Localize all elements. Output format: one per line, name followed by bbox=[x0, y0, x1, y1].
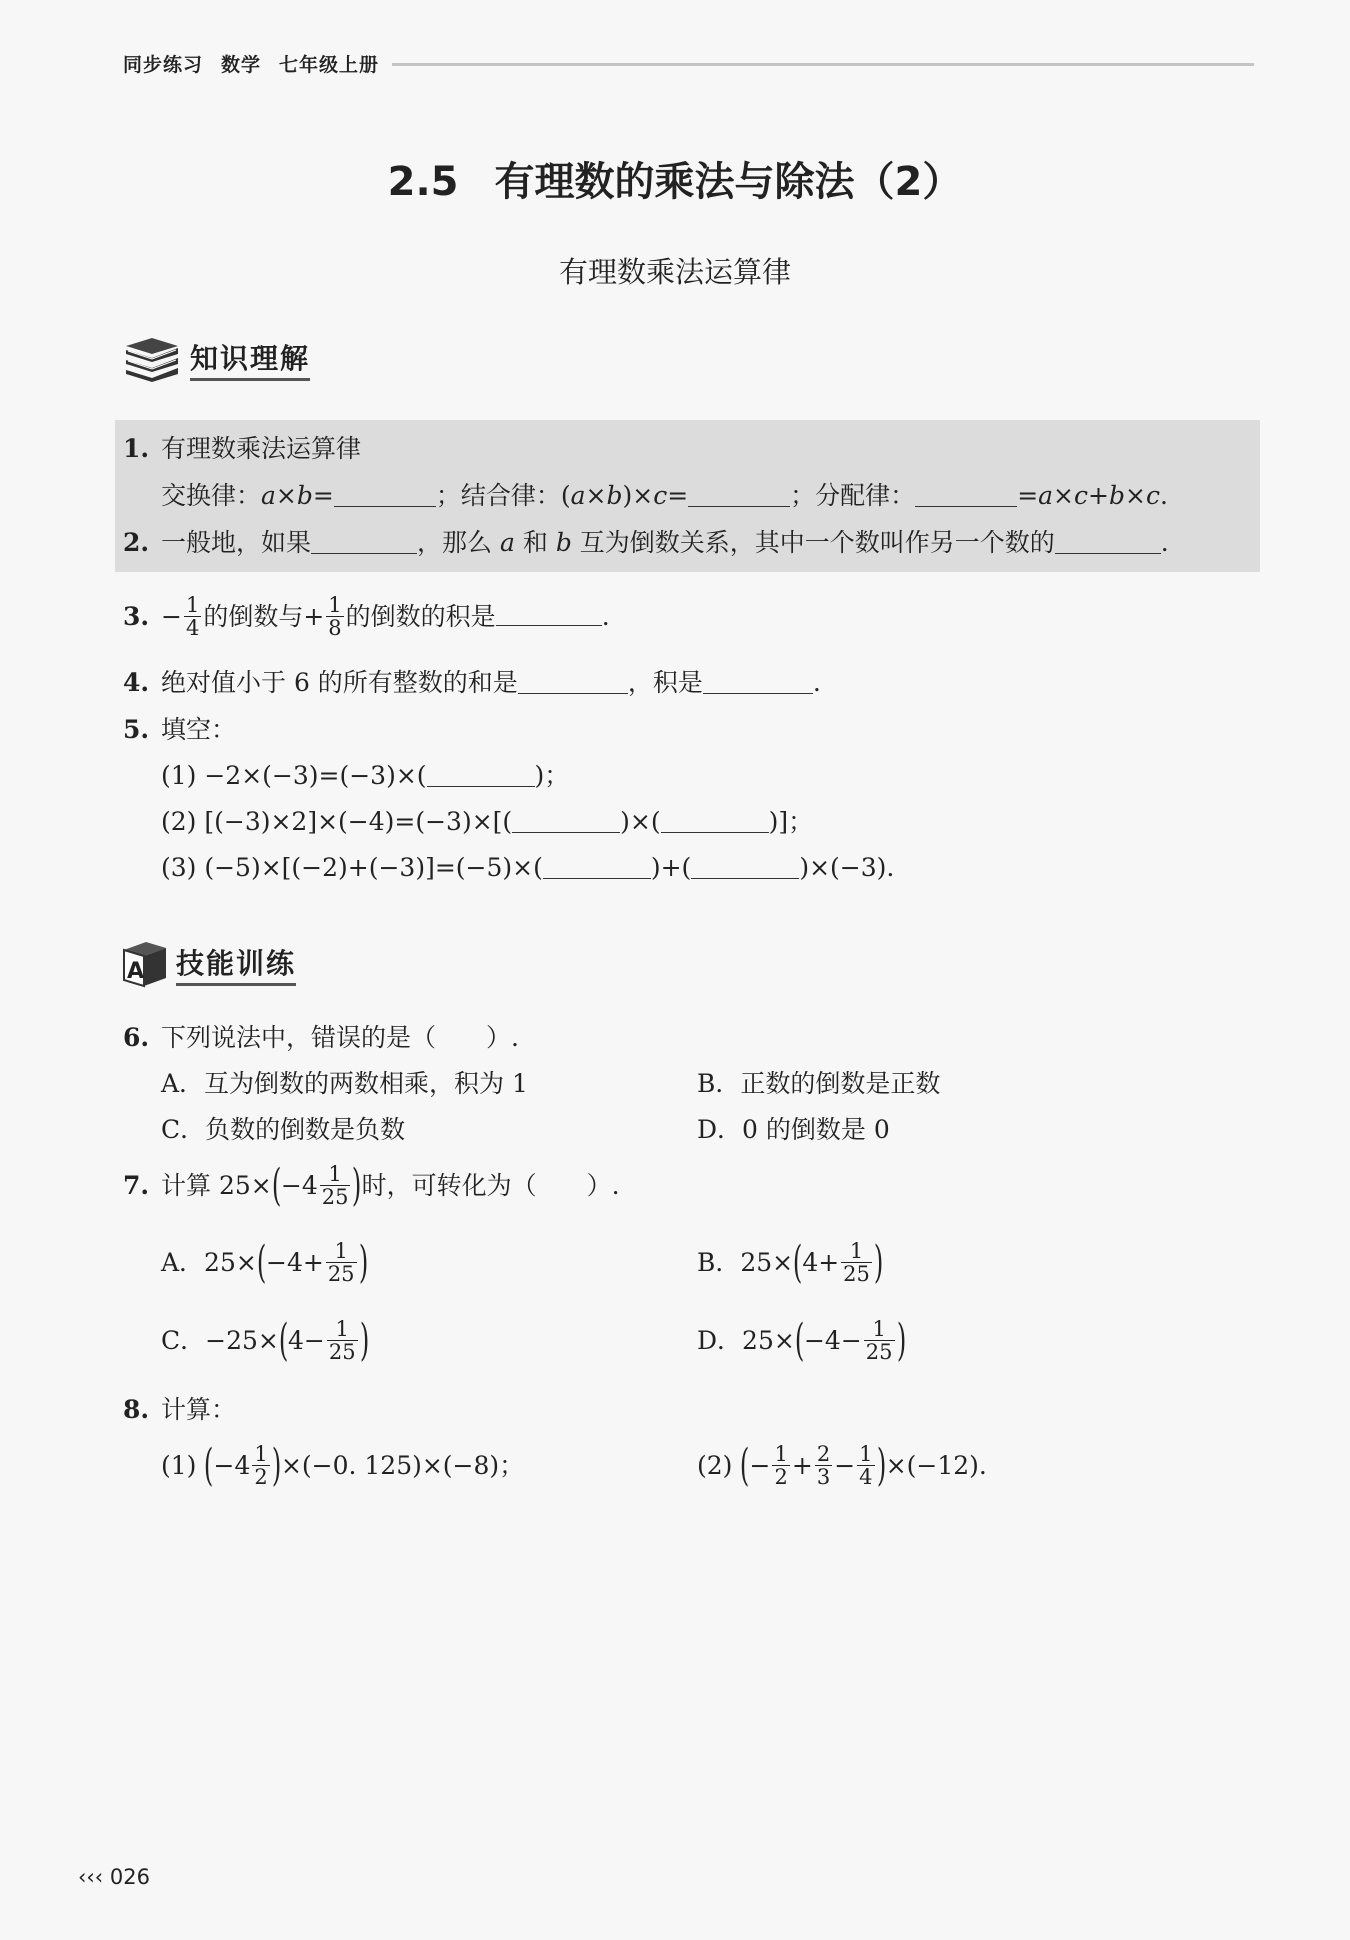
fraction: $\frac{1}{25}$ bbox=[327, 1239, 355, 1287]
section-heading-knowledge bbox=[122, 336, 310, 382]
header-grade: 七年级上册 bbox=[279, 54, 380, 76]
book-stack-icon bbox=[122, 336, 182, 382]
option-6a[interactable]: A．互为倒数的两数相乘，积为 1 bbox=[161, 1069, 528, 1098]
answer-blank[interactable] bbox=[496, 603, 602, 626]
option-6b[interactable]: B．正数的倒数是正数 bbox=[697, 1069, 941, 1098]
question-8-part-2: (2) (− $\frac{1}{2}$ + $\frac{2}{3}$ − $\frac{1}{4}$ )×(−12). bbox=[697, 1439, 987, 1491]
question-2: 2. 一般地，如果 ，那么 a 和 b 互为倒数关系，其中一个数叫作另一个数的 . bbox=[123, 528, 1169, 557]
footer-arrows: ‹‹‹ bbox=[78, 1865, 104, 1889]
answer-blank[interactable] bbox=[661, 810, 769, 833]
answer-blank[interactable] bbox=[691, 856, 799, 879]
answer-blank[interactable] bbox=[1055, 531, 1161, 554]
fraction: $\frac{1}{25}$ bbox=[321, 1162, 349, 1210]
question-1: 1. 有理数乘法运算律 bbox=[123, 434, 362, 463]
fraction: $\frac{2}{3}$ bbox=[816, 1442, 831, 1490]
question-5-part-3: (3) (−5)×[(−2)+(−3)]=(−5)×( )+( )×(−3). bbox=[161, 853, 895, 882]
running-header bbox=[123, 50, 397, 77]
svg-text:A: A bbox=[127, 959, 145, 984]
fraction: $\frac{1}{2}$ bbox=[254, 1442, 268, 1490]
fraction: $\frac{1}{25}$ bbox=[328, 1317, 356, 1365]
fraction: $\frac{1}{4}$ bbox=[859, 1442, 873, 1490]
answer-blank[interactable] bbox=[518, 671, 628, 694]
fraction: $\frac{1}{25}$ bbox=[865, 1317, 893, 1365]
answer-blank[interactable] bbox=[334, 484, 436, 507]
header-rule bbox=[392, 63, 1254, 66]
section-title-skills: 技能训练 bbox=[176, 942, 296, 986]
fraction: $\frac{1}{25}$ bbox=[843, 1239, 870, 1287]
header-subject: 数学 bbox=[221, 54, 262, 76]
option-6d[interactable]: D．0 的倒数是 0 bbox=[697, 1115, 890, 1144]
section-heading-skills bbox=[122, 940, 296, 988]
page-footer bbox=[78, 1865, 150, 1889]
answer-blank[interactable] bbox=[512, 810, 620, 833]
question-8: 8. 计算： bbox=[123, 1395, 237, 1424]
page-title bbox=[0, 150, 1350, 207]
question-5-part-1: (1) −2×(−3)=(−3)×( )； bbox=[161, 761, 570, 790]
header-series: 同步练习 bbox=[123, 54, 204, 76]
fraction: $\frac{1}{8}$ bbox=[328, 593, 342, 641]
answer-blank[interactable] bbox=[543, 856, 651, 879]
option-7c[interactable]: C．−25×(4− $\frac{1}{25}$ ) bbox=[161, 1314, 369, 1366]
page-number: 026 bbox=[109, 1865, 150, 1889]
question-4: 4. 绝对值小于 6 的所有整数的和是 ，积是 . bbox=[123, 668, 821, 697]
section-title-knowledge: 知识理解 bbox=[190, 337, 310, 381]
answer-blank[interactable] bbox=[427, 764, 535, 787]
option-7a[interactable]: A．25×(−4+ $\frac{1}{25}$ ) bbox=[161, 1236, 368, 1288]
section-number: 2.5 bbox=[387, 159, 459, 205]
question-1-laws: 交换律：a×b= ；结合律：(a×b)×c= ；分配律： =a×c+b×c. bbox=[161, 481, 1168, 510]
fraction: $\frac{1}{4}$ bbox=[185, 593, 200, 641]
section-title: 有理数的乘法与除法（2） bbox=[494, 159, 963, 205]
question-7: 7. 计算 25×(−4 $\frac{1}{25}$ )时，可转化为（ ）. bbox=[123, 1159, 620, 1211]
option-6c[interactable]: C．负数的倒数是负数 bbox=[161, 1115, 406, 1144]
letter-a-cube-icon bbox=[122, 940, 168, 988]
question-5-part-2: (2) [(−3)×2]×(−4)=(−3)×[( )×( )]； bbox=[161, 807, 814, 836]
answer-blank[interactable] bbox=[703, 671, 813, 694]
page-subtitle: 有理数乘法运算律 bbox=[558, 255, 791, 289]
answer-blank[interactable] bbox=[311, 531, 417, 554]
option-7b[interactable]: B．25×(4+ $\frac{1}{25}$ ) bbox=[697, 1236, 884, 1288]
question-8-part-1: (1) (−4 $\frac{1}{2}$ )×(−0. 125)×(−8)； bbox=[161, 1439, 525, 1491]
answer-blank[interactable] bbox=[915, 484, 1017, 507]
question-3: 3. − $\frac{1}{4}$ 的倒数与+ $\frac{1}{8}$ 的倒数的积是 . bbox=[123, 593, 610, 641]
fraction: $\frac{1}{2}$ bbox=[774, 1442, 788, 1490]
question-5: 5. 填空： bbox=[123, 715, 237, 744]
question-6: 6. 下列说法中，错误的是（ ）. bbox=[123, 1023, 519, 1052]
option-7d[interactable]: D．25×(−4− $\frac{1}{25}$ ) bbox=[697, 1314, 906, 1366]
answer-blank[interactable] bbox=[688, 484, 790, 507]
